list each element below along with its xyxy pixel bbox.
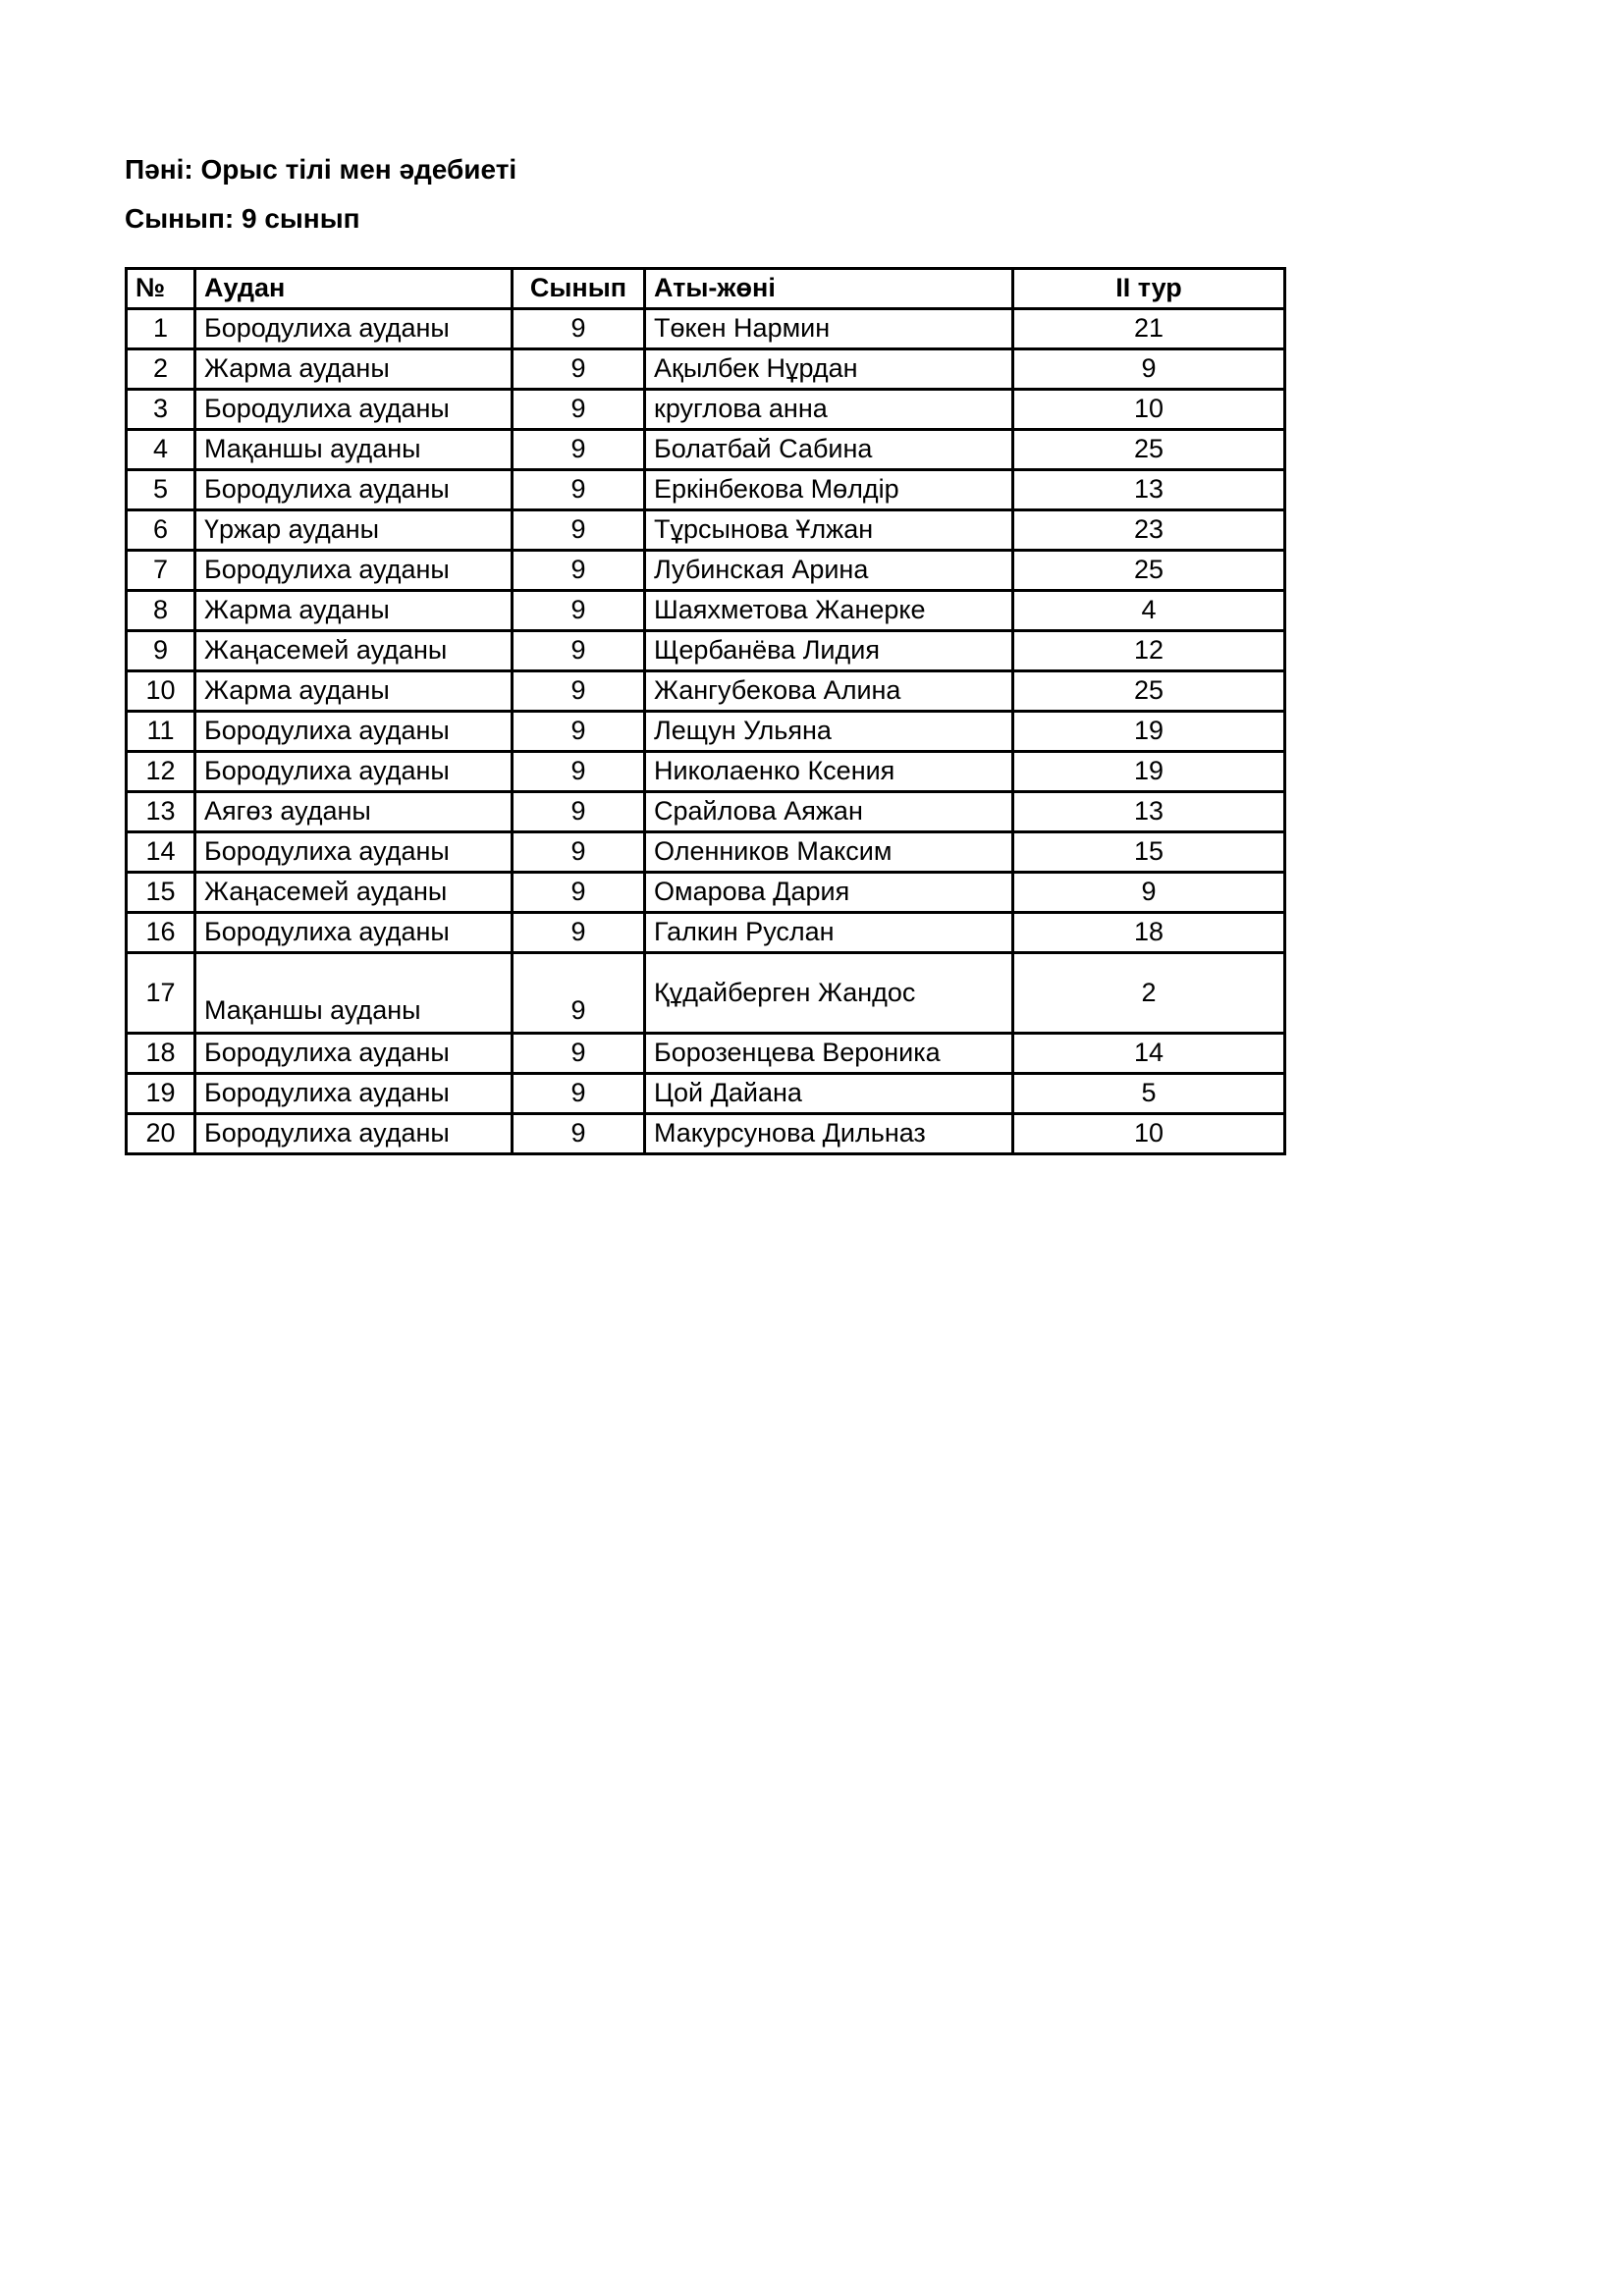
cell-district: Жарма ауданы <box>195 671 513 712</box>
cell-score: 18 <box>1013 913 1285 953</box>
cell-name: Тұрсынова Ұлжан <box>645 510 1013 551</box>
cell-score: 13 <box>1013 792 1285 832</box>
cell-grade: 9 <box>513 712 645 752</box>
header-row <box>127 269 1285 309</box>
cell-num: 13 <box>127 792 195 832</box>
cell-num: 1 <box>127 309 195 349</box>
cell-name: Ақылбек Нұрдан <box>645 349 1013 390</box>
cell-district: Жаңасемей ауданы <box>195 631 513 671</box>
cell-name: Цой Дайана <box>645 1074 1013 1114</box>
cell-num: 10 <box>127 671 195 712</box>
cell-num: 8 <box>127 591 195 631</box>
table-row <box>127 591 1285 631</box>
table-row <box>127 913 1285 953</box>
table-row <box>127 752 1285 792</box>
results-table-head <box>127 269 1285 309</box>
cell-name: Лещун Ульяна <box>645 712 1013 752</box>
cell-district: Үржар ауданы <box>195 510 513 551</box>
cell-name: Болатбай Сабина <box>645 430 1013 470</box>
table-row <box>127 671 1285 712</box>
subject-label: Пәні: Орыс тілі мен әдебиеті <box>125 154 517 185</box>
cell-name: круглова анна <box>645 390 1013 430</box>
cell-num: 20 <box>127 1114 195 1154</box>
cell-district: Жарма ауданы <box>195 349 513 390</box>
cell-name: Николаенко Ксения <box>645 752 1013 792</box>
cell-grade: 9 <box>513 631 645 671</box>
table-row <box>127 792 1285 832</box>
cell-score: 15 <box>1013 832 1285 873</box>
cell-grade: 9 <box>513 591 645 631</box>
cell-grade: 9 <box>513 873 645 913</box>
table-row <box>127 712 1285 752</box>
cell-district: Бородулиха ауданы <box>195 1114 513 1154</box>
doc-header <box>125 145 1286 243</box>
table-row <box>127 832 1285 873</box>
cell-score: 14 <box>1013 1034 1285 1074</box>
cell-score: 4 <box>1013 591 1285 631</box>
cell-score: 21 <box>1013 309 1285 349</box>
cell-num: 6 <box>127 510 195 551</box>
cell-grade: 9 <box>513 752 645 792</box>
cell-num: 5 <box>127 470 195 510</box>
cell-score: 10 <box>1013 1114 1285 1154</box>
table-row <box>127 953 1285 1034</box>
cell-score: 19 <box>1013 712 1285 752</box>
cell-district: Жаңасемей ауданы <box>195 873 513 913</box>
cell-grade: 9 <box>513 1074 645 1114</box>
cell-grade: 9 <box>513 913 645 953</box>
results-table-body <box>127 309 1285 1154</box>
cell-district: Мақаншы ауданы <box>195 953 513 1034</box>
class-label: Сынып: 9 сынып <box>125 203 360 234</box>
header-num: № <box>127 269 195 309</box>
table-row <box>127 349 1285 390</box>
cell-grade: 9 <box>513 430 645 470</box>
cell-score: 10 <box>1013 390 1285 430</box>
header-score: II тур <box>1013 269 1285 309</box>
cell-district: Бородулиха ауданы <box>195 1034 513 1074</box>
cell-name: Галкин Руслан <box>645 913 1013 953</box>
cell-name: Төкен Нармин <box>645 309 1013 349</box>
cell-district: Бородулиха ауданы <box>195 832 513 873</box>
cell-name: Лубинская Арина <box>645 551 1013 591</box>
cell-district: Мақаншы ауданы <box>195 430 513 470</box>
cell-grade: 9 <box>513 1114 645 1154</box>
header-name: Аты-жөні <box>645 269 1013 309</box>
cell-grade: 9 <box>513 792 645 832</box>
header-district: Аудан <box>195 269 513 309</box>
cell-score: 25 <box>1013 551 1285 591</box>
cell-district: Бородулиха ауданы <box>195 309 513 349</box>
cell-score: 9 <box>1013 873 1285 913</box>
cell-grade: 9 <box>513 953 645 1034</box>
table-row <box>127 631 1285 671</box>
cell-num: 15 <box>127 873 195 913</box>
cell-score: 5 <box>1013 1074 1285 1114</box>
cell-district: Бородулиха ауданы <box>195 1074 513 1114</box>
cell-name: Срайлова Аяжан <box>645 792 1013 832</box>
cell-grade: 9 <box>513 832 645 873</box>
cell-num: 2 <box>127 349 195 390</box>
cell-name: Құдайберген Жандос <box>645 953 1013 1034</box>
cell-district: Бородулиха ауданы <box>195 712 513 752</box>
sheet <box>125 145 1286 1155</box>
cell-score: 23 <box>1013 510 1285 551</box>
cell-num: 14 <box>127 832 195 873</box>
table-row <box>127 1074 1285 1114</box>
cell-num: 19 <box>127 1074 195 1114</box>
cell-district: Бородулиха ауданы <box>195 470 513 510</box>
cell-grade: 9 <box>513 470 645 510</box>
cell-district: Бородулиха ауданы <box>195 752 513 792</box>
cell-num: 18 <box>127 1034 195 1074</box>
cell-score: 13 <box>1013 470 1285 510</box>
cell-grade: 9 <box>513 671 645 712</box>
cell-grade: 9 <box>513 349 645 390</box>
cell-district: Бородулиха ауданы <box>195 551 513 591</box>
cell-district: Жарма ауданы <box>195 591 513 631</box>
cell-district: Бородулиха ауданы <box>195 913 513 953</box>
cell-num: 3 <box>127 390 195 430</box>
cell-score: 25 <box>1013 671 1285 712</box>
cell-score: 12 <box>1013 631 1285 671</box>
cell-grade: 9 <box>513 390 645 430</box>
cell-score: 2 <box>1013 953 1285 1034</box>
cell-num: 9 <box>127 631 195 671</box>
cell-grade: 9 <box>513 551 645 591</box>
results-table <box>125 267 1286 1155</box>
header-grade: Сынып <box>513 269 645 309</box>
cell-name: Макурсунова Дильназ <box>645 1114 1013 1154</box>
cell-grade: 9 <box>513 309 645 349</box>
cell-score: 9 <box>1013 349 1285 390</box>
table-row <box>127 873 1285 913</box>
cell-score: 19 <box>1013 752 1285 792</box>
cell-name: Жангубекова Алина <box>645 671 1013 712</box>
table-row <box>127 551 1285 591</box>
cell-district: Аягөз ауданы <box>195 792 513 832</box>
cell-num: 17 <box>127 953 195 1034</box>
cell-num: 16 <box>127 913 195 953</box>
table-row <box>127 430 1285 470</box>
cell-name: Щербанёва Лидия <box>645 631 1013 671</box>
cell-num: 4 <box>127 430 195 470</box>
table-row <box>127 1114 1285 1154</box>
table-row <box>127 390 1285 430</box>
table-row <box>127 1034 1285 1074</box>
cell-grade: 9 <box>513 1034 645 1074</box>
table-row <box>127 470 1285 510</box>
cell-num: 12 <box>127 752 195 792</box>
cell-name: Омарова Дария <box>645 873 1013 913</box>
cell-name: Шаяхметова Жанерке <box>645 591 1013 631</box>
cell-score: 25 <box>1013 430 1285 470</box>
table-row <box>127 510 1285 551</box>
table-row <box>127 309 1285 349</box>
cell-name: Борозенцева Вероника <box>645 1034 1013 1074</box>
cell-num: 7 <box>127 551 195 591</box>
cell-district: Бородулиха ауданы <box>195 390 513 430</box>
cell-name: Оленников Максим <box>645 832 1013 873</box>
cell-grade: 9 <box>513 510 645 551</box>
cell-num: 11 <box>127 712 195 752</box>
cell-name: Еркінбекова Мөлдір <box>645 470 1013 510</box>
